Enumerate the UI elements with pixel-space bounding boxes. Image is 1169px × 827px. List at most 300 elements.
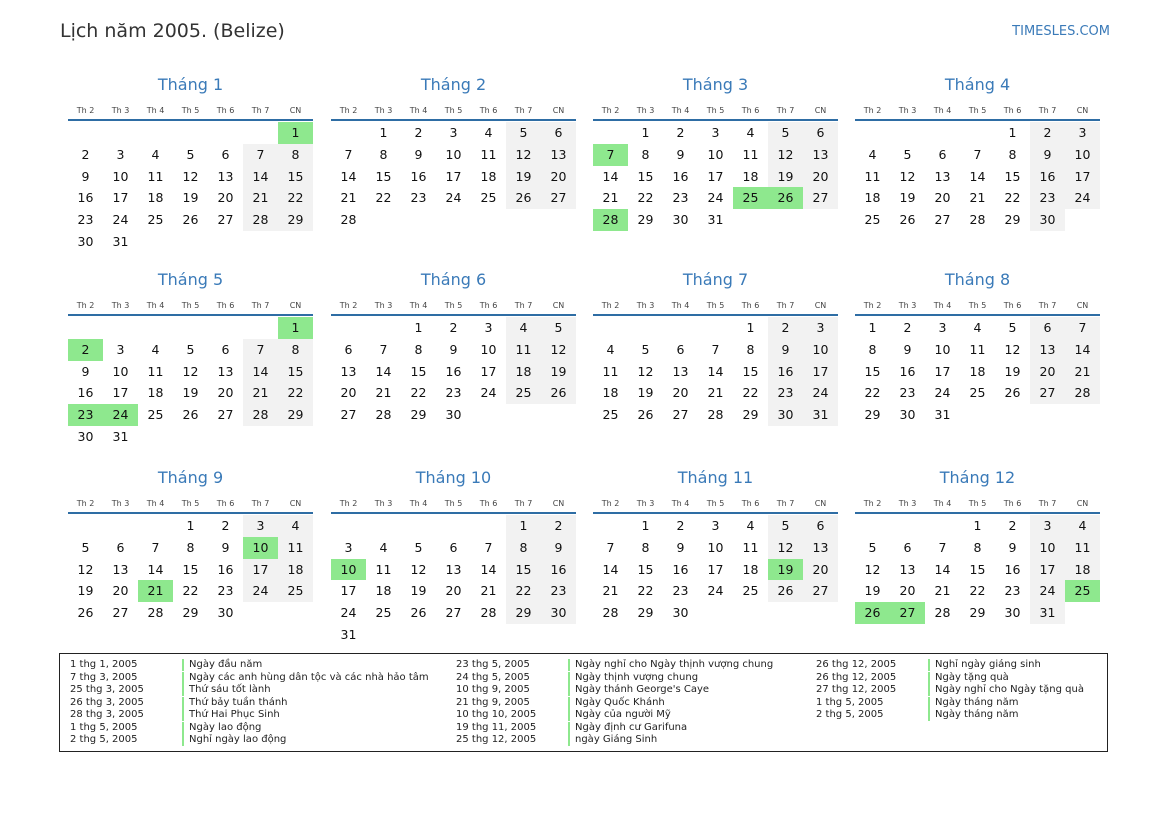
day-cell: 3 — [1030, 515, 1065, 537]
month-title: Tháng 2 — [420, 75, 487, 94]
day-cell: 13 — [217, 168, 234, 184]
day-cell: 20 — [934, 190, 951, 206]
day-cell: 2 — [541, 515, 576, 537]
day-cell: 3 — [711, 125, 720, 140]
day-cell: 21 — [375, 385, 392, 401]
day-cell: 23 — [445, 385, 462, 401]
legend-marker — [182, 672, 184, 684]
day-cell: 10 — [445, 146, 462, 162]
day-cell: 31 — [707, 212, 724, 228]
day-cell: 5 — [414, 539, 423, 555]
weekday-label: Th 3 — [636, 106, 655, 115]
weekday-label: Th 7 — [514, 499, 533, 508]
day-cell: 26 — [182, 407, 199, 423]
legend-date: 28 thg 3, 2005 — [70, 709, 144, 720]
day-cell: 20 — [340, 385, 357, 401]
day-cell: 28 — [707, 407, 724, 423]
holiday-day-cell: 27 — [890, 602, 925, 624]
day-cell: 10 — [707, 146, 724, 162]
day-cell: 30 — [1004, 605, 1021, 621]
day-cell: 11 — [1065, 537, 1100, 559]
weekday-label: Th 5 — [444, 499, 463, 508]
day-cell: 11 — [969, 341, 986, 357]
day-cell: 15 — [1004, 168, 1021, 184]
weekday-label: Th 5 — [181, 301, 200, 310]
weekday-label: CN — [814, 499, 827, 508]
day-cell: 6 — [676, 341, 685, 357]
holiday-day-cell: 1 — [278, 317, 313, 339]
day-cell: 21 — [243, 187, 278, 209]
day-cell: 9 — [449, 341, 458, 357]
day-cell: 15 — [637, 168, 654, 184]
weekday-label: Th 7 — [1038, 499, 1057, 508]
day-cell: 8 — [1008, 146, 1017, 162]
day-cell: 7 — [1065, 317, 1100, 339]
day-cell: 20 — [112, 583, 129, 599]
day-cell: 5 — [186, 146, 195, 162]
month-title: Tháng 10 — [415, 468, 492, 487]
day-cell: 17 — [1030, 559, 1065, 581]
legend-marker — [568, 659, 570, 671]
day-cell: 17 — [340, 583, 357, 599]
day-cell: 13 — [1030, 339, 1065, 361]
day-cell: 15 — [864, 363, 881, 379]
page-title: Lịch năm 2005. (Belize) — [60, 20, 285, 42]
legend-date: 7 thg 3, 2005 — [70, 671, 138, 683]
weekday-label: Th 4 — [409, 499, 428, 508]
weekday-label: Th 4 — [933, 499, 952, 508]
day-cell: 19 — [1004, 363, 1021, 379]
day-cell: 18 — [278, 559, 313, 581]
legend-column — [70, 659, 450, 747]
day-cell: 18 — [969, 363, 986, 379]
day-cell: 4 — [506, 317, 541, 339]
day-cell: 27 — [934, 212, 951, 228]
weekday-label: Th 2 — [601, 499, 620, 508]
legend-holiday-name: Ngày nghỉ cho Ngày tặng quà — [935, 684, 1084, 695]
day-cell: 18 — [375, 583, 392, 599]
day-cell: 3 — [803, 317, 838, 339]
day-cell: 24 — [934, 385, 951, 401]
weekday-header — [855, 298, 1100, 316]
day-cell: 17 — [707, 561, 724, 577]
weekday-label: Th 2 — [339, 499, 358, 508]
legend-date: 2 thg 5, 2005 — [816, 709, 884, 720]
day-cell: 4 — [746, 518, 755, 533]
day-cell: 17 — [112, 385, 129, 401]
weekday-label: CN — [289, 301, 302, 310]
day-cell: 13 — [445, 561, 462, 577]
day-cell: 9 — [221, 539, 230, 555]
legend-column — [816, 659, 1169, 722]
day-cell: 9 — [541, 537, 576, 559]
day-cell: 7 — [484, 539, 493, 555]
weekday-header — [855, 103, 1100, 121]
day-cell: 29 — [278, 404, 313, 426]
day-cell: 16 — [77, 385, 94, 401]
weekday-label: CN — [1076, 499, 1089, 508]
day-cell: 14 — [934, 561, 951, 577]
weekday-label: CN — [289, 106, 302, 115]
day-cell: 30 — [541, 602, 576, 624]
month-title: Tháng 3 — [682, 75, 749, 94]
weekday-label: Th 3 — [636, 301, 655, 310]
day-cell: 10 — [112, 168, 129, 184]
weekday-header — [68, 103, 313, 121]
legend-row — [456, 734, 836, 747]
day-grid — [855, 122, 1100, 231]
day-cell: 18 — [147, 190, 164, 206]
day-cell: 24 — [707, 583, 724, 599]
day-cell: 2 — [449, 320, 458, 335]
legend-date: 25 thg 3, 2005 — [70, 684, 144, 695]
day-cell: 20 — [803, 559, 838, 581]
day-cell: 26 — [410, 605, 427, 621]
weekday-header — [855, 496, 1100, 514]
legend-date: 1 thg 5, 2005 — [70, 721, 138, 733]
day-cell: 22 — [506, 580, 541, 602]
day-cell: 28 — [243, 209, 278, 231]
legend-date: 19 thg 11, 2005 — [456, 721, 537, 733]
weekday-label: Th 2 — [863, 499, 882, 508]
day-grid — [593, 317, 838, 426]
day-cell: 23 — [1004, 583, 1021, 599]
day-grid — [68, 122, 313, 253]
day-cell: 16 — [899, 363, 916, 379]
day-cell: 6 — [541, 122, 576, 144]
day-cell: 28 — [147, 605, 164, 621]
legend-holiday-name: Ngày định cư Garifuna — [575, 721, 688, 733]
day-cell: 21 — [602, 190, 619, 206]
day-cell: 13 — [340, 363, 357, 379]
day-cell: 24 — [445, 190, 462, 206]
day-cell: 12 — [182, 363, 199, 379]
day-cell: 28 — [375, 407, 392, 423]
day-cell: 24 — [707, 190, 724, 206]
day-cell: 22 — [410, 385, 427, 401]
day-cell: 3 — [711, 518, 720, 533]
day-cell: 1 — [868, 320, 877, 335]
day-cell: 27 — [445, 605, 462, 621]
day-cell: 25 — [969, 385, 986, 401]
legend-marker — [182, 734, 184, 746]
day-cell: 24 — [243, 580, 278, 602]
day-grid — [855, 515, 1100, 624]
day-cell: 18 — [742, 561, 759, 577]
weekday-label: Th 4 — [409, 301, 428, 310]
day-cell: 10 — [112, 363, 129, 379]
day-cell: 22 — [742, 385, 759, 401]
day-cell: 9 — [414, 146, 423, 162]
day-grid — [331, 317, 576, 426]
legend-date: 1 thg 1, 2005 — [70, 659, 138, 670]
day-cell: 6 — [221, 341, 230, 357]
day-cell: 18 — [864, 190, 881, 206]
day-cell: 3 — [344, 539, 353, 555]
legend-date: 10 thg 9, 2005 — [456, 684, 530, 695]
day-cell: 19 — [506, 166, 541, 188]
day-cell: 23 — [672, 583, 689, 599]
day-cell: 11 — [506, 339, 541, 361]
day-cell: 18 — [480, 168, 497, 184]
legend-column — [456, 659, 836, 747]
weekday-label: Th 7 — [251, 301, 270, 310]
day-cell: 9 — [768, 339, 803, 361]
legend-marker — [568, 672, 570, 684]
day-cell: 11 — [742, 146, 759, 162]
day-cell: 19 — [899, 190, 916, 206]
day-cell: 5 — [868, 539, 877, 555]
day-cell: 23 — [217, 583, 234, 599]
holiday-day-cell: 2 — [68, 339, 103, 361]
legend-row — [70, 697, 450, 710]
weekday-label: Th 5 — [968, 301, 987, 310]
holiday-day-cell: 23 — [68, 404, 103, 426]
month-3 — [593, 73, 838, 231]
day-cell: 29 — [969, 605, 986, 621]
day-cell: 16 — [541, 559, 576, 581]
legend-row — [816, 672, 1169, 685]
site-link[interactable]: TIMESLES.COM — [1012, 24, 1110, 39]
month-11 — [593, 466, 838, 624]
weekday-label: Th 5 — [706, 106, 725, 115]
day-cell: 15 — [278, 361, 313, 383]
legend-marker — [182, 684, 184, 696]
weekday-label: Th 4 — [933, 106, 952, 115]
day-cell: 7 — [243, 339, 278, 361]
weekday-label: Th 2 — [339, 106, 358, 115]
legend-marker — [182, 709, 184, 721]
weekday-label: CN — [289, 499, 302, 508]
day-cell: 30 — [217, 605, 234, 621]
day-cell: 5 — [81, 539, 90, 555]
weekday-label: Th 6 — [479, 301, 498, 310]
legend-holiday-name: Ngày thịnh vượng chung — [575, 671, 699, 683]
day-cell: 3 — [116, 146, 125, 162]
legend-row — [456, 697, 836, 710]
day-cell: 12 — [506, 144, 541, 166]
legend-date: 24 thg 5, 2005 — [456, 671, 530, 683]
day-cell: 5 — [768, 515, 803, 537]
legend-marker — [182, 697, 184, 709]
weekday-label: Th 3 — [374, 301, 393, 310]
day-cell: 6 — [938, 146, 947, 162]
day-cell: 27 — [217, 407, 234, 423]
day-cell: 2 — [676, 518, 685, 533]
day-cell: 16 — [768, 361, 803, 383]
day-cell: 1 — [186, 518, 195, 533]
legend-marker — [182, 659, 184, 671]
legend-marker — [568, 684, 570, 696]
day-cell: 13 — [934, 168, 951, 184]
day-cell: 15 — [375, 168, 392, 184]
legend-holiday-name: Ngày lao động — [189, 721, 262, 733]
day-cell: 7 — [606, 539, 615, 555]
day-cell: 16 — [1030, 166, 1065, 188]
day-cell: 19 — [768, 166, 803, 188]
day-cell: 13 — [672, 363, 689, 379]
day-cell: 13 — [803, 144, 838, 166]
weekday-label: Th 7 — [1038, 301, 1057, 310]
weekday-label: CN — [552, 499, 565, 508]
day-cell: 15 — [182, 561, 199, 577]
day-cell: 12 — [637, 363, 654, 379]
day-cell: 26 — [899, 212, 916, 228]
weekday-label: Th 2 — [863, 301, 882, 310]
day-cell: 18 — [506, 361, 541, 383]
legend-date: 21 thg 9, 2005 — [456, 696, 530, 708]
day-grid — [68, 515, 313, 624]
day-cell: 31 — [934, 407, 951, 423]
day-cell: 11 — [742, 539, 759, 555]
legend-row — [70, 659, 450, 672]
day-cell: 7 — [151, 539, 160, 555]
day-cell: 22 — [182, 583, 199, 599]
month-title: Tháng 12 — [939, 468, 1016, 487]
day-cell: 21 — [243, 382, 278, 404]
weekday-label: Th 2 — [339, 301, 358, 310]
holiday-day-cell: 25 — [1065, 580, 1100, 602]
day-cell: 20 — [217, 190, 234, 206]
day-grid — [331, 122, 576, 231]
legend-row — [816, 684, 1169, 697]
day-cell: 21 — [340, 190, 357, 206]
holiday-day-cell: 10 — [331, 559, 366, 581]
legend-date: 26 thg 12, 2005 — [816, 659, 897, 670]
day-cell: 30 — [445, 407, 462, 423]
day-cell: 25 — [278, 580, 313, 602]
day-cell: 5 — [541, 317, 576, 339]
day-cell: 3 — [243, 515, 278, 537]
day-cell: 4 — [746, 125, 755, 140]
weekday-label: Th 3 — [898, 499, 917, 508]
day-cell: 22 — [375, 190, 392, 206]
month-title: Tháng 6 — [420, 270, 487, 289]
day-cell: 16 — [217, 561, 234, 577]
day-cell: 14 — [602, 561, 619, 577]
day-cell: 28 — [340, 212, 357, 228]
day-cell: 16 — [1004, 561, 1021, 577]
day-cell: 29 — [410, 407, 427, 423]
day-cell: 27 — [803, 187, 838, 209]
day-cell: 2 — [414, 125, 423, 140]
legend-holiday-name: Nghỉ ngày giáng sinh — [935, 659, 1041, 670]
weekday-label: Th 5 — [181, 499, 200, 508]
day-cell: 20 — [445, 583, 462, 599]
month-title: Tháng 7 — [682, 270, 749, 289]
day-cell: 3 — [1065, 122, 1100, 144]
day-cell: 14 — [243, 361, 278, 383]
weekday-label: Th 3 — [636, 499, 655, 508]
day-cell: 18 — [1065, 559, 1100, 581]
day-cell: 15 — [278, 166, 313, 188]
weekday-header — [593, 103, 838, 121]
day-cell: 4 — [484, 125, 493, 140]
day-cell: 20 — [672, 385, 689, 401]
day-cell: 8 — [278, 339, 313, 361]
month-2 — [331, 73, 576, 231]
day-cell: 22 — [969, 583, 986, 599]
day-cell: 5 — [186, 341, 195, 357]
day-cell: 15 — [742, 363, 759, 379]
day-cell: 30 — [77, 233, 94, 249]
day-cell: 11 — [278, 537, 313, 559]
legend-date: 1 thg 5, 2005 — [816, 696, 884, 708]
day-cell: 17 — [803, 361, 838, 383]
day-cell: 1 — [414, 320, 423, 335]
day-cell: 29 — [182, 605, 199, 621]
weekday-header — [593, 496, 838, 514]
month-6 — [331, 268, 576, 426]
holiday-day-cell: 28 — [593, 209, 628, 231]
day-cell: 6 — [803, 515, 838, 537]
legend-row — [70, 709, 450, 722]
weekday-label: Th 6 — [741, 301, 760, 310]
day-cell: 20 — [1030, 361, 1065, 383]
day-cell: 8 — [414, 341, 423, 357]
day-cell: 27 — [217, 212, 234, 228]
day-cell: 13 — [541, 144, 576, 166]
legend-holiday-name: Thứ Hai Phục Sinh — [189, 709, 280, 720]
day-cell: 12 — [182, 168, 199, 184]
weekday-label: Th 7 — [776, 301, 795, 310]
day-cell: 28 — [602, 605, 619, 621]
day-cell: 16 — [672, 561, 689, 577]
day-cell: 22 — [637, 583, 654, 599]
day-cell: 22 — [278, 187, 313, 209]
day-cell: 12 — [410, 561, 427, 577]
weekday-label: Th 5 — [968, 499, 987, 508]
month-title: Tháng 8 — [944, 270, 1011, 289]
holiday-day-cell: 19 — [768, 559, 803, 581]
month-4 — [855, 73, 1100, 231]
day-cell: 17 — [934, 363, 951, 379]
month-8 — [855, 268, 1100, 426]
holiday-day-cell: 1 — [278, 122, 313, 144]
day-cell: 3 — [449, 125, 458, 140]
weekday-label: Th 3 — [111, 106, 130, 115]
day-cell: 6 — [221, 146, 230, 162]
holiday-day-cell: 21 — [138, 580, 173, 602]
legend-holiday-name: Ngày tặng quà — [935, 671, 1009, 683]
weekday-label: Th 3 — [111, 499, 130, 508]
day-cell: 31 — [1030, 602, 1065, 624]
month-5 — [68, 268, 313, 448]
day-cell: 26 — [77, 605, 94, 621]
weekday-label: Th 7 — [776, 499, 795, 508]
day-cell: 6 — [449, 539, 458, 555]
day-cell: 6 — [116, 539, 125, 555]
day-cell: 30 — [672, 605, 689, 621]
legend-marker — [928, 697, 930, 709]
weekday-label: Th 6 — [1003, 499, 1022, 508]
day-cell: 25 — [506, 382, 541, 404]
day-cell: 28 — [934, 605, 951, 621]
day-cell: 31 — [112, 428, 129, 444]
legend-row — [816, 709, 1169, 722]
day-cell: 3 — [938, 320, 947, 335]
day-cell: 2 — [1030, 122, 1065, 144]
legend-date: 23 thg 5, 2005 — [456, 659, 530, 670]
day-cell: 11 — [480, 146, 497, 162]
day-cell: 17 — [1065, 166, 1100, 188]
day-cell: 18 — [602, 385, 619, 401]
weekday-label: Th 4 — [671, 106, 690, 115]
holiday-day-cell: 26 — [768, 187, 803, 209]
weekday-header — [593, 298, 838, 316]
weekday-label: Th 2 — [601, 106, 620, 115]
day-cell: 27 — [803, 580, 838, 602]
